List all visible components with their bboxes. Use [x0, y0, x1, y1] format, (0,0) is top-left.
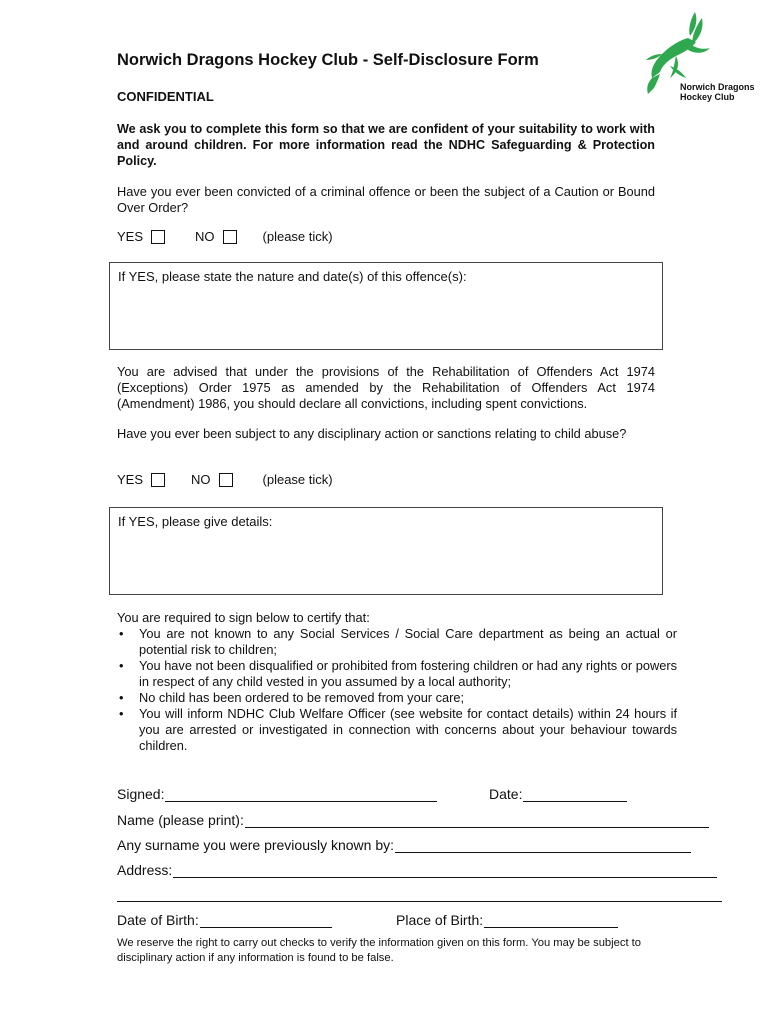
dob-field — [117, 912, 332, 928]
intro-text: We ask you to complete this form so that we are confident of your suitability to work with and around children. For more information read the NDHC Safeguarding & Protection Policy. — [117, 122, 655, 168]
logo-line-2: Hockey Club — [680, 92, 735, 102]
pob-field — [396, 912, 618, 928]
question-2-tick-row — [117, 472, 333, 487]
date-line[interactable] — [523, 787, 627, 802]
certify-item: • You have not been disqualified or prohibited from fostering children or had any rights or powers in respect of any child vested in you assumed by a local authority; — [139, 658, 677, 690]
certify-item: • You are not known to any Social Services / Social Care department as being an actual or potential risk to children; — [139, 626, 677, 658]
confidential-label: CONFIDENTIAL — [117, 89, 214, 104]
signed-line[interactable] — [165, 787, 437, 802]
address-line-2[interactable] — [117, 901, 722, 902]
offence-details-label: If YES, please state the nature and date(s) of this offence(s): — [118, 269, 467, 284]
q1-tick-hint: (please tick) — [262, 229, 333, 244]
name-line[interactable] — [245, 813, 709, 828]
footer-disclaimer: We reserve the right to carry out checks to verify the information given on this form. You may be subject to disciplinary action if any information is found to be false. — [117, 937, 641, 964]
surname-field — [117, 837, 691, 853]
date-field — [489, 786, 627, 802]
certify-list — [117, 626, 677, 754]
signed-field — [117, 786, 437, 802]
dob-line[interactable] — [200, 913, 332, 928]
logo-text — [680, 82, 755, 102]
q2-no-label: NO — [191, 472, 211, 487]
address-label: Address: — [117, 862, 173, 878]
page-title: Norwich Dragons Hockey Club - Self-Disclosure Form — [117, 51, 539, 69]
q2-yes-checkbox[interactable] — [151, 473, 165, 487]
address-field — [117, 862, 717, 878]
q2-yes-label: YES — [117, 472, 144, 487]
signed-label: Signed: — [117, 786, 165, 802]
rehabilitation-note: You are advised that under the provisions of the Rehabilitation of Offenders Act 1974 (Exceptions) Order 1975 as amended by the Rehabilitation of Offenders Act 1974 (Amendment) 1986, you should declare all convictions, including spent convictions. — [117, 364, 655, 411]
pob-label: Place of Birth: — [396, 912, 484, 928]
q1-no-checkbox[interactable] — [223, 230, 237, 244]
pob-line[interactable] — [484, 913, 618, 928]
q1-yes-checkbox[interactable] — [151, 230, 165, 244]
date-label: Date: — [489, 786, 523, 802]
name-label: Name (please print): — [117, 812, 244, 828]
q2-no-checkbox[interactable] — [219, 473, 233, 487]
certify-heading: You are required to sign below to certify that: — [117, 610, 370, 625]
address-line-1[interactable] — [173, 863, 717, 878]
q1-yes-label: YES — [117, 229, 144, 244]
surname-line[interactable] — [395, 838, 691, 853]
logo-line-1: Norwich Dragons — [680, 82, 755, 92]
question-1-tick-row — [117, 229, 333, 244]
certify-item: • No child has been ordered to be removed from your care; — [139, 690, 677, 706]
offence-details-box[interactable] — [109, 262, 663, 350]
name-field — [117, 812, 709, 828]
certify-item: • You will inform NDHC Club Welfare Officer (see website for contact details) within 24 hours if you are arrested or investigated in connection with concerns about your behaviour towards children. — [139, 706, 677, 754]
question-2-text: Have you ever been subject to any disciplinary action or sanctions relating to child abuse? — [117, 426, 627, 441]
q1-no-label: NO — [195, 229, 215, 244]
disciplinary-details-box[interactable] — [109, 507, 663, 595]
question-1-text: Have you ever been convicted of a criminal offence or been the subject of a Caution or Bound Over Order? — [117, 184, 655, 215]
q2-tick-hint: (please tick) — [262, 472, 333, 487]
surname-label: Any surname you were previously known by: — [117, 837, 395, 853]
disciplinary-details-label: If YES, please give details: — [118, 514, 273, 529]
dob-label: Date of Birth: — [117, 912, 199, 928]
